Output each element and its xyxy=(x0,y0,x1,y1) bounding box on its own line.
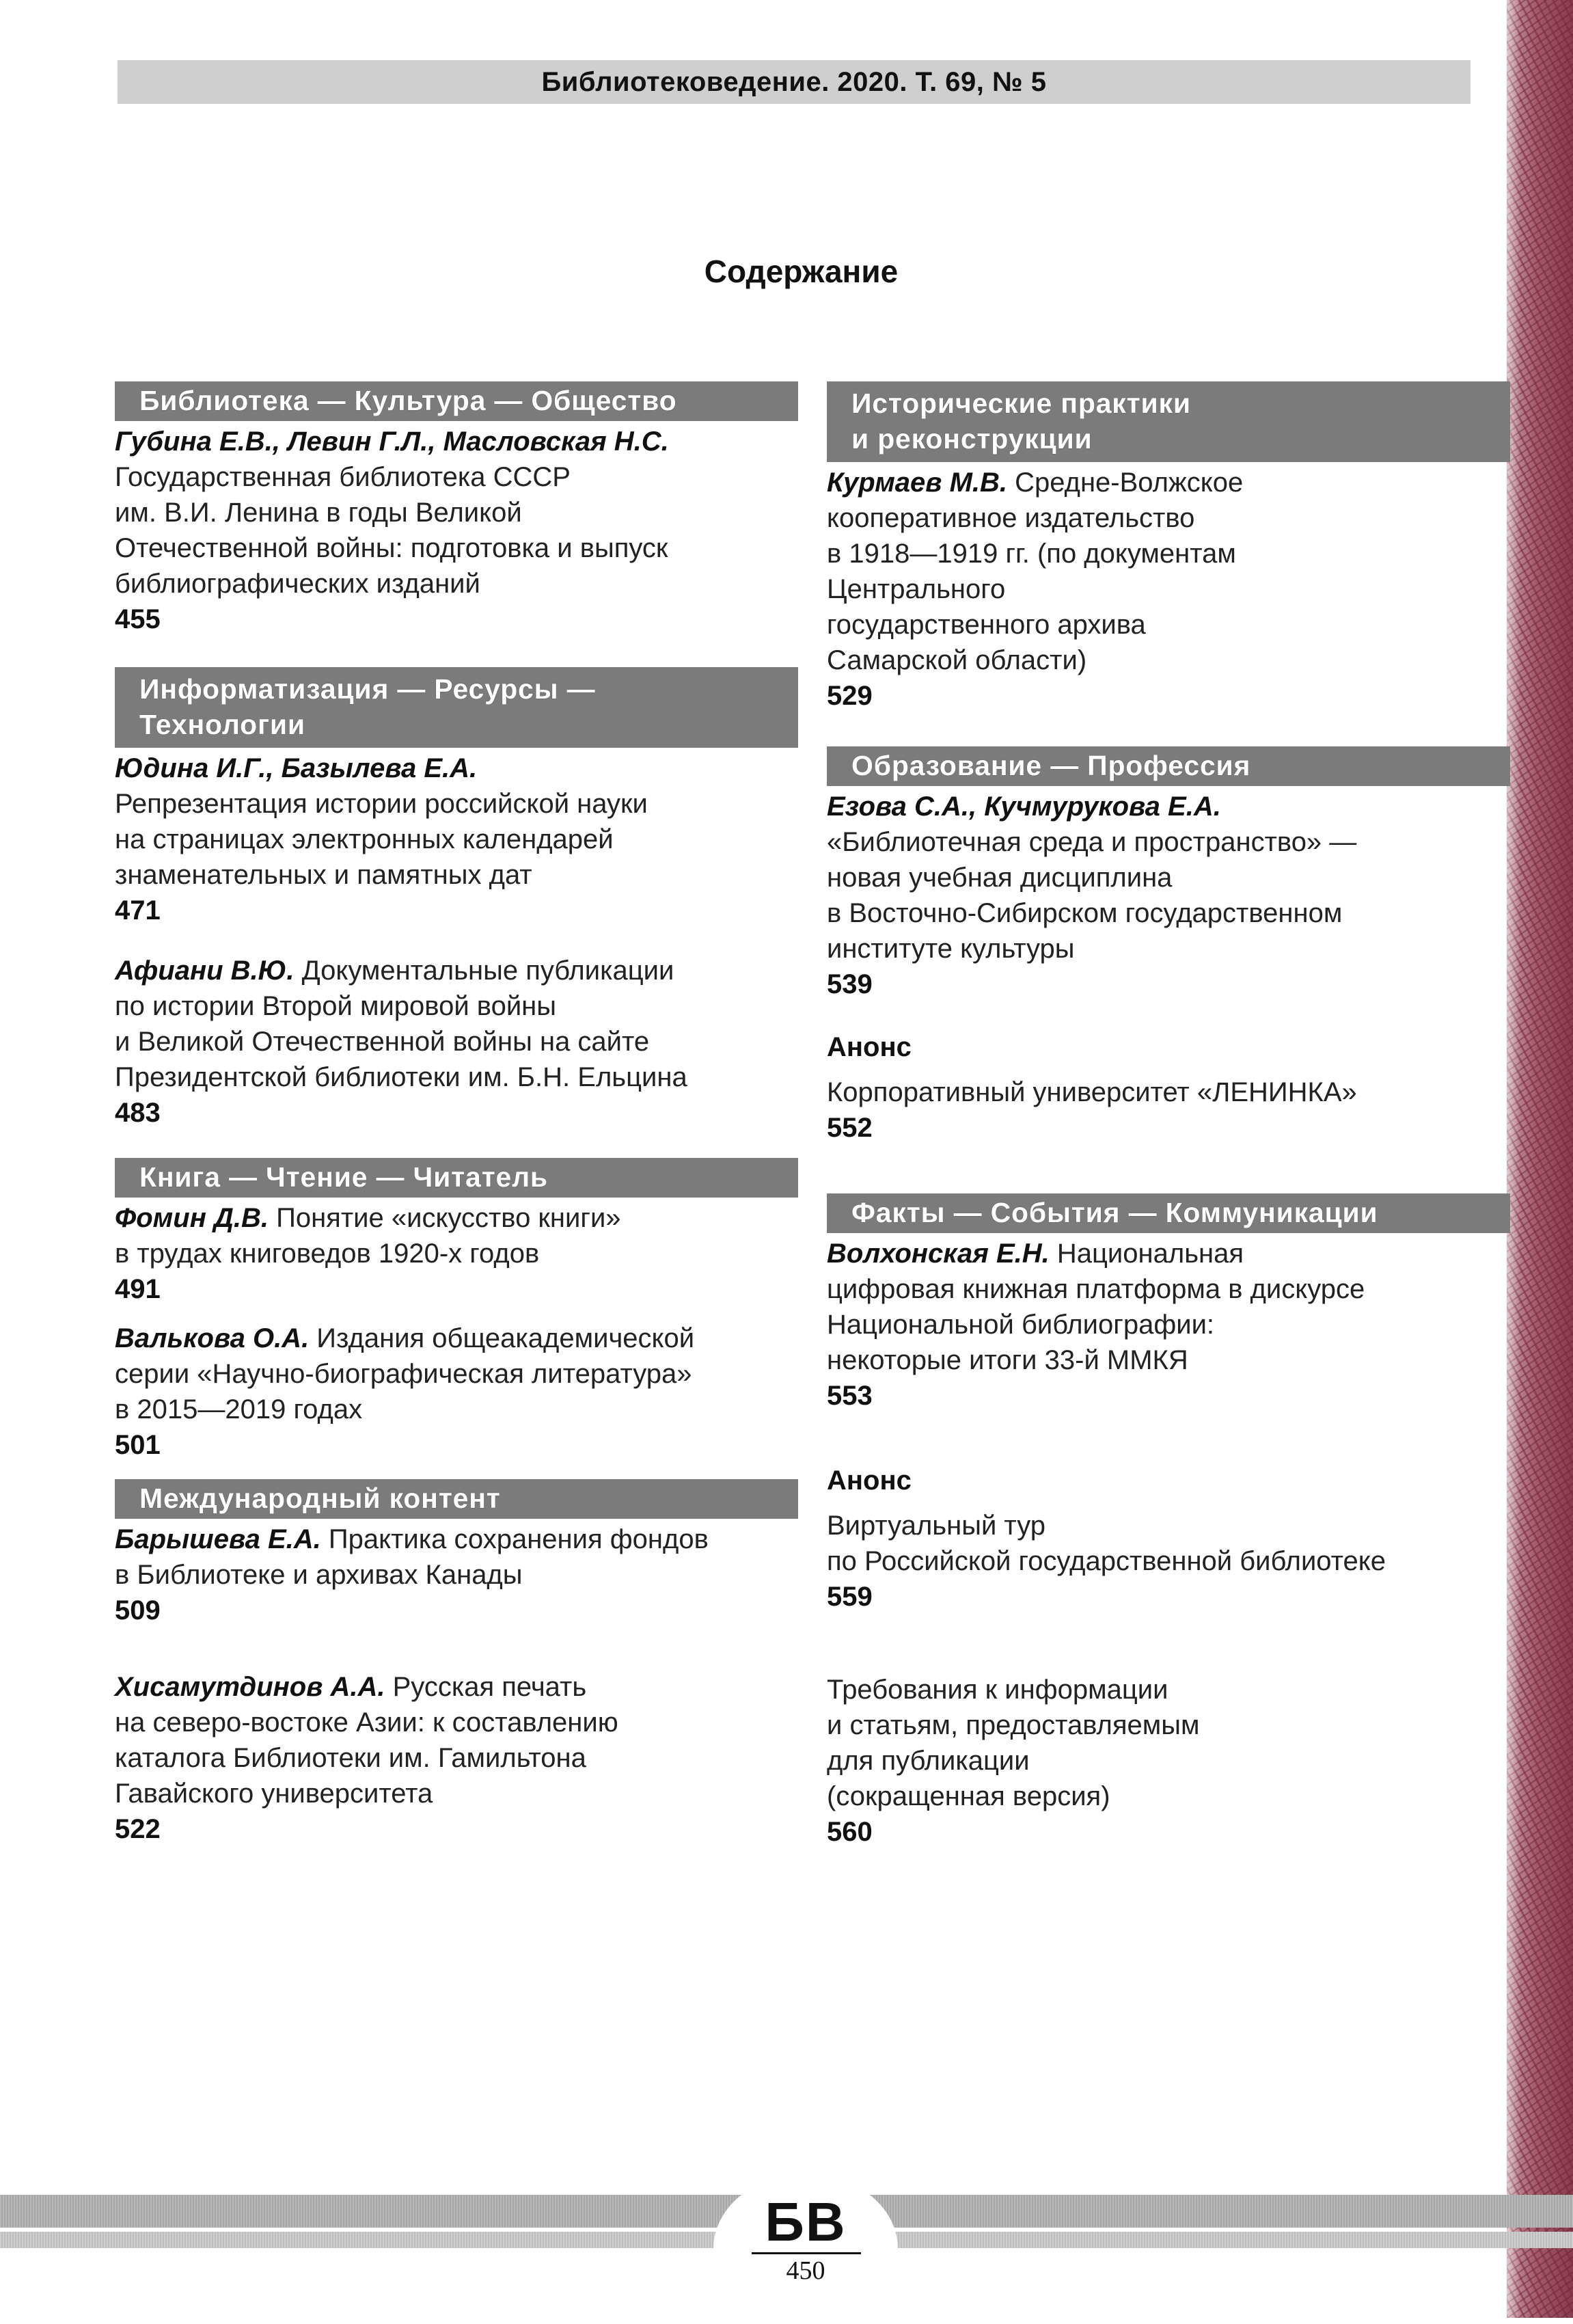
journal-header xyxy=(118,60,1471,104)
section-header: Книга — Чтение — Читатель xyxy=(115,1158,798,1198)
entry-page: 560 xyxy=(827,1817,873,1847)
journal-title: Библиотековедение. 2020. Т. 69, № 5 xyxy=(541,66,1047,97)
entry-page: 471 xyxy=(115,895,161,925)
toc-entry[interactable]: Юдина И.Г., Базылева Е.А. Репрезентация истории российской науки на страницах электронных календарей знаменательных и памятных дат 471 xyxy=(115,751,798,928)
toc-entry[interactable]: Требования к информации и статьям, предоставляемым для публикации (сокращенная версия) 560 xyxy=(827,1672,1510,1850)
entry-page: 483 xyxy=(115,1098,161,1128)
announcement-label: Анонс xyxy=(827,1032,912,1062)
entry-page: 529 xyxy=(827,681,873,711)
entry-page: 553 xyxy=(827,1381,873,1411)
entry-page: 522 xyxy=(115,1814,161,1844)
entry-page: 491 xyxy=(115,1274,161,1304)
section-header: Факты — События — Коммуникации xyxy=(827,1193,1510,1233)
entry-author: Хисамутдинов А.А. xyxy=(115,1672,385,1702)
right-column xyxy=(827,381,1510,1850)
entry-page: 501 xyxy=(115,1430,161,1460)
section-header: Библиотека — Культура — Общество xyxy=(115,381,798,421)
section-header: Международный контент xyxy=(115,1479,798,1519)
section-header: Исторические практики и реконструкции xyxy=(827,381,1510,462)
entry-page: 455 xyxy=(115,604,161,634)
entry-page: 509 xyxy=(115,1595,161,1625)
entry-author: Афиани В.Ю. xyxy=(115,956,295,986)
logo-divider xyxy=(752,2252,861,2254)
toc-entry[interactable]: Барышева Е.А. Практика сохранения фондов в Библиотеке и архивах Канады 509 xyxy=(115,1522,798,1628)
toc-entry[interactable]: Езова С.А., Кучмурукова Е.А. «Библиотечная среда и пространство» — новая учебная дисциплина в Восточно-Сибирском государственном институте культуры 539 xyxy=(827,789,1510,1002)
toc-entry[interactable]: Анонс Корпоративный университет «ЛЕНИНКА» 552 xyxy=(827,1029,1510,1146)
entry-author: Губина Е.В., Левин Г.Л., Масловская Н.С. xyxy=(115,427,669,457)
toc-entry[interactable]: Волхонская Е.Н. Национальная цифровая книжная платформа в дискурсе Национальной библиографии: некоторые итоги 33-й ММКЯ 553 xyxy=(827,1236,1510,1414)
entry-author: Валькова О.А. xyxy=(115,1323,310,1353)
section-header: Образование — Профессия xyxy=(827,746,1510,786)
entry-author: Фомин Д.В. xyxy=(115,1203,269,1233)
entry-author: Волхонская Е.Н. xyxy=(827,1239,1050,1269)
toc-entry[interactable]: Фомин Д.В. Понятие «искусство книги» в трудах книговедов 1920-х годов 491 xyxy=(115,1200,798,1307)
section-header: Информатизация — Ресурсы — Технологии xyxy=(115,667,798,748)
entry-author: Курмаев М.В. xyxy=(827,468,1008,498)
entry-page: 539 xyxy=(827,969,873,999)
toc-entry[interactable]: Хисамутдинов А.А. Русская печать на северо-востоке Азии: к составлению каталога Библиотеки им. Гамильтона Гавайского университета 522 xyxy=(115,1669,798,1847)
toc-entry[interactable]: Анонс Виртуальный тур по Российской государственной библиотеке 559 xyxy=(827,1463,1510,1614)
toc-entry[interactable]: Губина Е.В., Левин Г.Л., Масловская Н.С. Государственная библиотека СССР им. В.И. Ленина в годы Великой Отечественной войны: подготовка и выпуск библиографических изданий 455 xyxy=(115,424,798,637)
page-title: Содержание xyxy=(704,254,899,289)
toc-entry[interactable]: Курмаев М.В. Средне-Волжское кооперативное издательство в 1918—1919 гг. (по документам Центрального государственного архива Самарской области) 529 xyxy=(827,465,1510,714)
journal-logo: БВ xyxy=(765,2191,847,2252)
announcement-label: Анонс xyxy=(827,1465,912,1496)
toc-entry[interactable]: Валькова О.А. Издания общеакадемической серии «Научно-биографическая литература» в 2015—2019 годах 501 xyxy=(115,1321,798,1463)
toc-entry[interactable]: Афиани В.Ю. Документальные публикации по истории Второй мировой войны и Великой Отечественной войны на сайте Президентской библиотеки им. Б.Н. Ельцина 483 xyxy=(115,953,798,1131)
entry-author: Езова С.А., Кучмурукова Е.А. xyxy=(827,792,1221,822)
entry-page: 559 xyxy=(827,1582,873,1612)
page-number: 450 xyxy=(786,2256,825,2285)
entry-author: Юдина И.Г., Базылева Е.А. xyxy=(115,753,478,783)
entry-author: Барышева Е.А. xyxy=(115,1524,321,1554)
left-column xyxy=(115,381,798,1847)
entry-page: 552 xyxy=(827,1113,873,1143)
